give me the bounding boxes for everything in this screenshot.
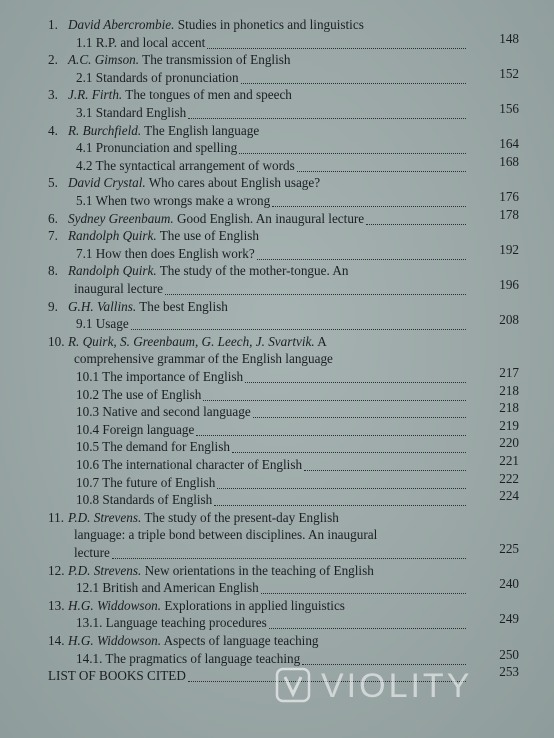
entry-author: H.G. Widdowson. bbox=[68, 633, 162, 648]
entry-text: 12.1 British and American English bbox=[76, 580, 259, 596]
dotted-leader bbox=[112, 558, 466, 559]
entry-title: The use of English bbox=[156, 228, 259, 244]
page-number: 196 bbox=[499, 277, 519, 292]
toc-entry bbox=[48, 228, 259, 244]
entry-text: 10.6 The international character of English bbox=[76, 457, 303, 472]
toc-entry bbox=[76, 439, 230, 455]
dotted-leader bbox=[257, 259, 466, 260]
toc-entry bbox=[48, 123, 259, 139]
entry-number: 2. bbox=[48, 52, 58, 68]
dotted-leader bbox=[272, 206, 466, 207]
entry-text: 2.1 Standards of pronunciation bbox=[76, 69, 239, 85]
toc-entry bbox=[76, 580, 259, 596]
entry-number: 6. bbox=[48, 210, 58, 226]
entry-author: P.D. Strevens. bbox=[68, 562, 142, 578]
entry-number: 3. bbox=[48, 87, 58, 103]
entry-author: H.G. Widdowson. bbox=[68, 597, 162, 613]
entry-number: 14. bbox=[48, 633, 65, 648]
entry-text: comprehensive grammar of the English language bbox=[74, 351, 333, 367]
toc-entry bbox=[48, 633, 319, 649]
page-number: 249 bbox=[499, 611, 519, 627]
toc-entry bbox=[48, 563, 374, 579]
entry-title: The study of the present-day English bbox=[141, 509, 339, 525]
page-number: 218 bbox=[499, 400, 519, 416]
page-number: 148 bbox=[499, 30, 519, 46]
entry-text: inaugural lecture bbox=[74, 281, 163, 296]
entry-number: 10. bbox=[48, 333, 65, 349]
toc-entry bbox=[76, 387, 201, 403]
page-number: 192 bbox=[499, 241, 519, 257]
toc-entry bbox=[74, 527, 377, 543]
entry-author: R. Quirk, S. Greenbaum, G. Leech, J. Svartvik. bbox=[68, 333, 315, 349]
entry-author: A.C. Gimson. bbox=[68, 52, 140, 68]
dotted-leader bbox=[241, 83, 466, 84]
toc-entry bbox=[76, 615, 267, 631]
dotted-leader bbox=[245, 382, 466, 383]
toc-entry bbox=[76, 422, 194, 438]
toc-entry bbox=[74, 351, 333, 367]
entry-text: language: a triple bond between disciplines. An inaugural bbox=[74, 527, 378, 543]
entry-title: Explorations in applied linguistics bbox=[161, 597, 345, 613]
entry-text: 10.7 The future of English bbox=[76, 474, 216, 490]
dotted-leader bbox=[366, 224, 466, 225]
entry-title: The best English bbox=[136, 298, 228, 314]
dotted-leader bbox=[269, 628, 466, 629]
entry-text: lecture bbox=[74, 545, 110, 560]
entry-author: David Abercrombie. bbox=[68, 17, 175, 32]
dotted-leader bbox=[217, 488, 466, 489]
toc-entry bbox=[48, 175, 320, 191]
toc-entry bbox=[76, 158, 295, 174]
page-number: 225 bbox=[499, 541, 519, 556]
entry-title: New orientations in the teaching of English bbox=[141, 562, 374, 578]
dotted-leader bbox=[207, 48, 466, 49]
dotted-leader bbox=[304, 470, 466, 471]
toc-entry bbox=[76, 193, 270, 209]
toc-entry bbox=[76, 404, 251, 420]
page-number: 168 bbox=[499, 153, 519, 169]
page-number: 208 bbox=[499, 312, 519, 328]
entry-text: 10.1 The importance of English bbox=[76, 369, 244, 384]
toc-entry bbox=[76, 105, 186, 121]
entry-author: J.R. Firth. bbox=[68, 87, 123, 103]
entry-author: Sydney Greenbaum. bbox=[68, 210, 174, 226]
toc-entry bbox=[48, 17, 364, 33]
dotted-leader bbox=[239, 153, 466, 154]
toc-entry bbox=[48, 510, 339, 526]
page-number: 240 bbox=[499, 576, 519, 592]
page-number: 224 bbox=[499, 488, 519, 504]
toc-entry bbox=[48, 668, 186, 684]
toc-entry bbox=[48, 263, 348, 279]
entry-text: 14.1. The pragmatics of language teaching bbox=[76, 650, 301, 666]
entry-author: Randolph Quirk. bbox=[68, 228, 157, 244]
entry-text: 4.1 Pronunciation and spelling bbox=[76, 140, 238, 156]
entry-title: Who cares about English usage? bbox=[145, 175, 321, 191]
entry-author: G.H. Vallins. bbox=[68, 298, 137, 314]
page-number: 253 bbox=[499, 664, 519, 680]
toc-entry bbox=[76, 70, 239, 86]
entry-title: Good English. An inaugural lecture bbox=[173, 210, 365, 226]
page-number: 164 bbox=[499, 136, 519, 152]
page-number: 152 bbox=[499, 65, 519, 81]
entry-title: A bbox=[314, 333, 327, 349]
entry-title: Aspects of language teaching bbox=[161, 633, 319, 648]
entry-title: Studies in phonetics and linguistics bbox=[174, 17, 364, 32]
page-number: 221 bbox=[499, 453, 519, 468]
toc-entry bbox=[74, 545, 110, 561]
dotted-leader bbox=[203, 400, 466, 401]
entry-text: 7.1 How then does English work? bbox=[76, 245, 255, 261]
entry-text: 1.1 R.P. and local accent bbox=[76, 34, 206, 50]
entry-text: 10.3 Native and second language bbox=[76, 404, 251, 420]
dotted-leader bbox=[196, 435, 466, 436]
page-number: 250 bbox=[499, 646, 519, 662]
watermark-text: VIOLITY bbox=[321, 667, 473, 705]
toc-entry bbox=[76, 457, 302, 473]
entry-title: The tongues of men and speech bbox=[122, 87, 292, 103]
entry-title: The transmission of English bbox=[139, 52, 291, 68]
page-number: 222 bbox=[499, 470, 519, 486]
page-number: 220 bbox=[499, 435, 519, 451]
dotted-leader bbox=[261, 593, 466, 594]
entry-text: LIST OF BOOKS CITED bbox=[48, 668, 186, 684]
entry-number: 5. bbox=[48, 175, 58, 191]
entry-text: 9.1 Usage bbox=[76, 316, 129, 332]
entry-number: 7. bbox=[48, 228, 58, 244]
entry-text: 3.1 Standard English bbox=[76, 105, 187, 120]
toc-entry bbox=[48, 334, 327, 350]
entry-number: 13. bbox=[48, 597, 65, 613]
page-number: 176 bbox=[499, 189, 519, 204]
dotted-leader bbox=[297, 171, 466, 172]
violity-logo-icon bbox=[275, 667, 311, 703]
watermark bbox=[275, 664, 545, 708]
page-number: 219 bbox=[499, 417, 519, 433]
entry-author: Randolph Quirk. bbox=[68, 263, 157, 279]
entry-text: 10.2 The use of English bbox=[76, 386, 202, 402]
entry-title: The English language bbox=[141, 122, 260, 138]
toc-entry bbox=[48, 299, 228, 315]
entry-number: 1. bbox=[48, 17, 58, 32]
entry-author: P.D. Strevens. bbox=[68, 509, 142, 525]
entry-text: 10.8 Standards of English bbox=[76, 492, 213, 508]
toc-entry bbox=[74, 281, 163, 297]
entry-number: 12. bbox=[48, 562, 65, 578]
dotted-leader bbox=[131, 329, 466, 330]
entry-number: 8. bbox=[48, 263, 58, 279]
toc-entry bbox=[76, 140, 237, 156]
entry-author: R. Burchfield. bbox=[68, 122, 142, 138]
entry-text: 4.2 The syntactical arrangement of words bbox=[76, 157, 295, 173]
dotted-leader bbox=[188, 118, 466, 119]
toc-entry bbox=[76, 475, 215, 491]
dotted-leader bbox=[214, 505, 466, 506]
toc-entry bbox=[76, 492, 212, 508]
entry-title: The study of the mother-tongue. An bbox=[156, 263, 349, 279]
toc-entry bbox=[76, 369, 243, 385]
dotted-leader bbox=[232, 452, 466, 453]
entry-number: 4. bbox=[48, 122, 58, 138]
toc-entry bbox=[48, 598, 345, 614]
entry-author: David Crystal. bbox=[68, 175, 146, 191]
entry-text: 5.1 When two wrongs make a wrong bbox=[76, 193, 271, 208]
page-number: 178 bbox=[499, 206, 519, 222]
page-number: 217 bbox=[499, 365, 519, 380]
entry-text: 10.4 Foreign language bbox=[76, 421, 195, 437]
dotted-leader bbox=[165, 294, 466, 295]
toc-entry bbox=[48, 87, 292, 103]
toc-entry bbox=[76, 651, 300, 667]
toc-entry bbox=[76, 35, 205, 51]
toc-entry bbox=[48, 52, 290, 68]
toc-entry bbox=[76, 246, 255, 262]
entry-text: 13.1. Language teaching procedures bbox=[76, 615, 267, 631]
entry-text: 10.5 The demand for English bbox=[76, 439, 230, 455]
entry-number: 11. bbox=[48, 509, 64, 525]
entry-number: 9. bbox=[48, 298, 58, 314]
dotted-leader bbox=[253, 417, 466, 418]
page-number: 218 bbox=[499, 382, 519, 398]
toc-entry bbox=[76, 316, 129, 332]
toc-entry bbox=[48, 211, 364, 227]
page-number: 156 bbox=[499, 101, 519, 116]
